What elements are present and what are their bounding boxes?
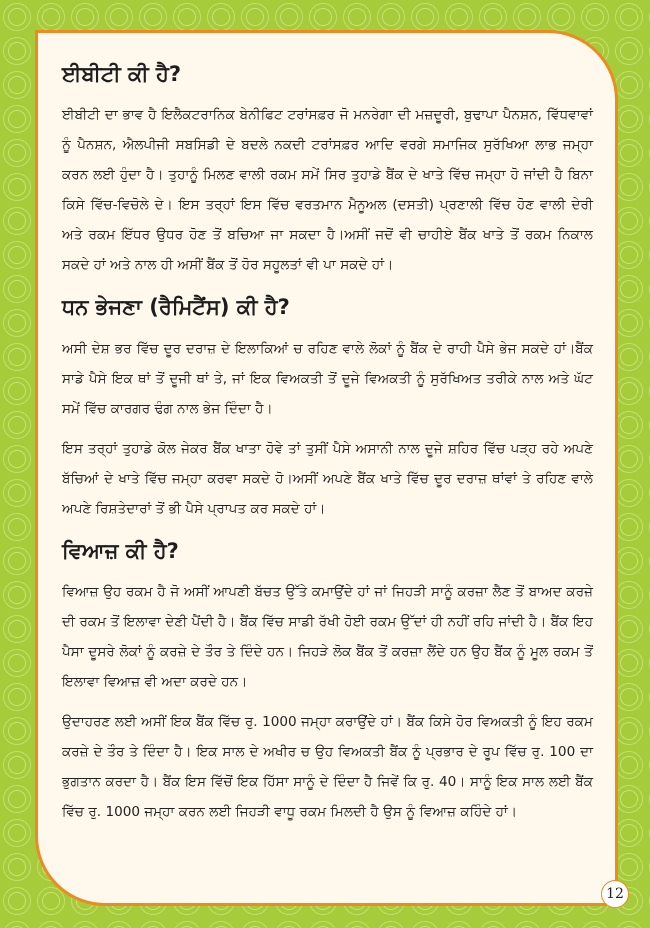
section-heading: ਧਨ ਭੇਜਣਾ (ਰੈਮਿਟੈਂਸ) ਕੀ ਹੈ?	[62, 295, 290, 320]
section-paragraph: ਅਸੀ ਦੇਸ਼ ਭਰ ਵਿੱਚ ਦੂਰ ਦਰਾਜ਼ ਦੇ ਇਲਾਕਿਆਂ ਚ ਰਹਿਣ ਵਾਲੇ ਲੋਕਾਂ ਨੂੰ ਬੈਂਕ ਦੇ ਰਾਹੀ ਪੈਸੇ ਭੇਜ ਸਕਦੇ ਹਾਂ।ਬੈਂਕ ਸਾਡੇ ਪੈਸੇ ਇਕ ਥਾਂ ਤੋਂ ਦੂਜੀ ਥਾਂ ਤੇ, ਜਾਂ ਇਕ ਵਿਅਕਤੀ ਤੋਂ ਦੂਜੇ ਵਿਅਕਤੀ ਨੂੰ ਸੁਰੱਖਿਅਤ ਤਰੀਕੇ ਨਾਲ ਅਤੇ ਘੱਟ ਸਮੇਂ ਵਿੱਚ ਕਾਰਗਰ ਢੰਗ ਨਾਲ ਭੇਜ ਦਿੰਦਾ ਹੈ।	[62, 340, 593, 417]
section-paragraph: ਈਬੀਟੀ ਦਾ ਭਾਵ ਹੈ ਇਲੈਕਟਰਾਨਿਕ ਬੇਨੀਫਿਟ ਟਰਾਂਸਫ਼ਰ ਜੋ ਮਨਰੇਗਾ ਦੀ ਮਜ਼ਦੂਰੀ, ਬੁਢਾਪਾ ਪੈਨਸ਼ਨ, ਵਿੱਧਵਾਵਾਂ ਨੂੰ ਪੈਨਸ਼ਨ, ਐਲਪੀਜੀ ਸਬਸਿਡੀ ਦੇ ਬਦਲੇ ਨਕਦੀ ਟਰਾਂਸਫ਼ਰ ਆਦਿ ਵਰਗੇ ਸਮਾਜਿਕ ਸੁਰੱਖਿਆ ਲਾਭ ਜਮ੍ਹਾ ਕਰਨ ਲਈ ਹੁੰਦਾ ਹੈ। ਤੁਹਾਨੂੰ ਮਿਲਣ ਵਾਲੀ ਰਕਮ ਸਮੇਂ ਸਿਰ ਤੁਹਾਡੇ ਬੈਂਕ ਦੇ ਖਾਤੇ ਵਿੱਚ ਜਮ੍ਹਾ ਹੋ ਜਾਂਦੀ ਹੈ ਬਿਨਾ ਕਿਸੇ ਵਿੱਚ-ਵਿਚੋਲੇ ਦੇ। ਇਸ ਤਰ੍ਹਾਂ ਇਸ ਵਿੱਚ ਵਰਤਮਾਨ ਮੈਨੂਅਲ (ਦਸਤੀ) ਪ੍ਰਣਾਲੀ ਵਿੱਚ ਹੋਣ ਵਾਲੀ ਦੇਰੀ ਅਤੇ ਰਕਮ ਇੱਧਰ ਉਧਰ ਹੋਣ ਤੋਂ ਬਚਿਆ ਜਾ ਸਕਦਾ ਹੈ।ਅਸੀਂ ਜਦੋਂ ਵੀ ਚਾਹੀਏ ਬੈਂਕ ਖਾਤੇ ਤੋਂ ਰਕਮ ਨਿਕਾਲ ਸਕਦੇ ਹਾਂ ਅਤੇ ਨਾਲ ਹੀ ਅਸੀਂ ਬੈਂਕ ਤੋਂ ਹੋਰ ਸਹੂਲਤਾਂ ਵੀ ਪਾ ਸਕਦੇ ਹਾਂ।	[62, 107, 594, 274]
section-paragraph: ਵਿਆਜ਼ ਉਹ ਰਕਮ ਹੈ ਜੋ ਅਸੀਂ ਆਪਣੀ ਬੱਚਤ ਉੱਤੇ ਕਮਾਉਂਦੇ ਹਾਂ ਜਾਂ ਜਿਹੜੀ ਸਾਨੂੰ ਕਰਜ਼ਾ ਲੈਣ ਤੋਂ ਬਾਅਦ ਕਰਜ਼ੇ ਦੀ ਰਕਮ ਤੋਂ ਇਲਾਵਾ ਦੇਣੀ ਪੈਂਦੀ ਹੈ। ਬੈਂਕ ਵਿੱਚ ਸਾਡੀ ਰੱਖੀ ਹੋਈ ਰਕਮ ਉੱਦਾਂ ਹੀ ਨਹੀਂ ਰਹਿ ਜਾਂਦੀ ਹੈ। ਬੈਂਕ ਇਹ ਪੈਸਾ ਦੂਸਰੇ ਲੋਕਾਂ ਨੂੰ ਕਰਜ਼ੇ ਦੇ ਤੌਰ ਤੇ ਦਿੰਦੇ ਹਨ। ਜਿਹੜੇ ਲੋਕ ਬੈਂਕ ਤੋਂ ਕਰਜ਼ਾ ਲੈਂਦੇ ਹਨ ਉਹ ਬੈਂਕ ਨੂੰ ਮੂਲ ਰਕਮ ਤੋਂ ਇਲਾਵਾ ਵਿਆਜ਼ ਵੀ ਅਦਾ ਕਰਦੇ ਹਨ।	[62, 583, 593, 690]
section-paragraph: ਉਦਾਹਰਣ ਲਈ ਅਸੀਂ ਇਕ ਬੈਂਕ ਵਿੱਚ ਰੁ. 1000 ਜਮ੍ਹਾ ਕਰਾਉਂਦੇ ਹਾਂ। ਬੈਂਕ ਕਿਸੇ ਹੋਰ ਵਿਅਕਤੀ ਨੂੰ ਇਹ ਰਕਮ ਕਰਜ਼ੇ ਦੇ ਤੌਰ ਤੇ ਦਿੰਦਾ ਹੈ। ਇਕ ਸਾਲ ਦੇ ਅਖੀਰ ਚ ਉਹ ਵਿਅਕਤੀ ਬੈਂਕ ਨੂੰ ਪ੍ਰਭਾਰ ਦੇ ਰੂਪ ਵਿੱਚ ਰੁ. 100 ਦਾ ਭੁਗਤਾਨ ਕਰਦਾ ਹੈ। ਬੈਂਕ ਇਸ ਵਿੱਚੋਂ ਇਕ ਹਿੱਸਾ ਸਾਨੂੰ ਦੇ ਦਿੰਦਾ ਹੈ ਜਿਵੇਂ ਕਿ ਰੁ. 40। ਸਾਨੂੰ ਇਕ ਸਾਲ ਲਈ ਬੈਂਕ ਵਿੱਚ ਰੁ. 1000 ਜਮ੍ਹਾ ਕਰਨ ਲਈ ਜਿਹੜੀ ਵਾਧੂ ਰਕਮ ਮਿਲਦੀ ਹੈ ਉਸ ਨੂੰ ਵਿਆਜ਼ ਕਹਿੰਦੇ ਹਾਂ।	[62, 713, 593, 820]
page-number: 12	[601, 880, 629, 908]
section-ebt	[62, 61, 593, 280]
section-heading: ਵਿਆਜ਼ ਕੀ ਹੈ?	[62, 538, 179, 563]
content-panel	[35, 30, 618, 906]
section-heading: ਈਬੀਟੀ ਕੀ ਹੈ?	[62, 62, 182, 86]
section-interest	[62, 538, 593, 827]
section-paragraph: ਇਸ ਤਰ੍ਹਾਂ ਤੁਹਾਡੇ ਕੋਲ ਜੇਕਰ ਬੈਂਕ ਖਾਤਾ ਹੋਵੇ ਤਾਂ ਤੁਸੀਂ ਪੈਸੇ ਅਸਾਨੀ ਨਾਲ ਦੂਜੇ ਸ਼ਹਿਰ ਵਿੱਚ ਪੜ੍ਹ ਰਹੇ ਅਪਣੇ ਬੱਚਿਆਂ ਦੇ ਖਾਤੇ ਵਿੱਚ ਜਮ੍ਹਾ ਕਰਵਾ ਸਕਦੇ ਹੋ।ਅਸੀਂ ਅਪਣੇ ਬੈਂਕ ਖਾਤੇ ਵਿੱਚ ਦੂਰ ਦਰਾਜ਼ ਥਾਂਵਾਂ ਤੇ ਰਹਿਣ ਵਾਲੇ ਅਪਣੇ ਰਿਸ਼ਤੇਦਾਰਾਂ ਤੋਂ ਭੀ ਪੈਸੇ ਪ੍ਰਾਪਤ ਕਰ ਸਕਦੇ ਹਾਂ।	[62, 440, 593, 517]
section-remittance	[62, 294, 593, 523]
